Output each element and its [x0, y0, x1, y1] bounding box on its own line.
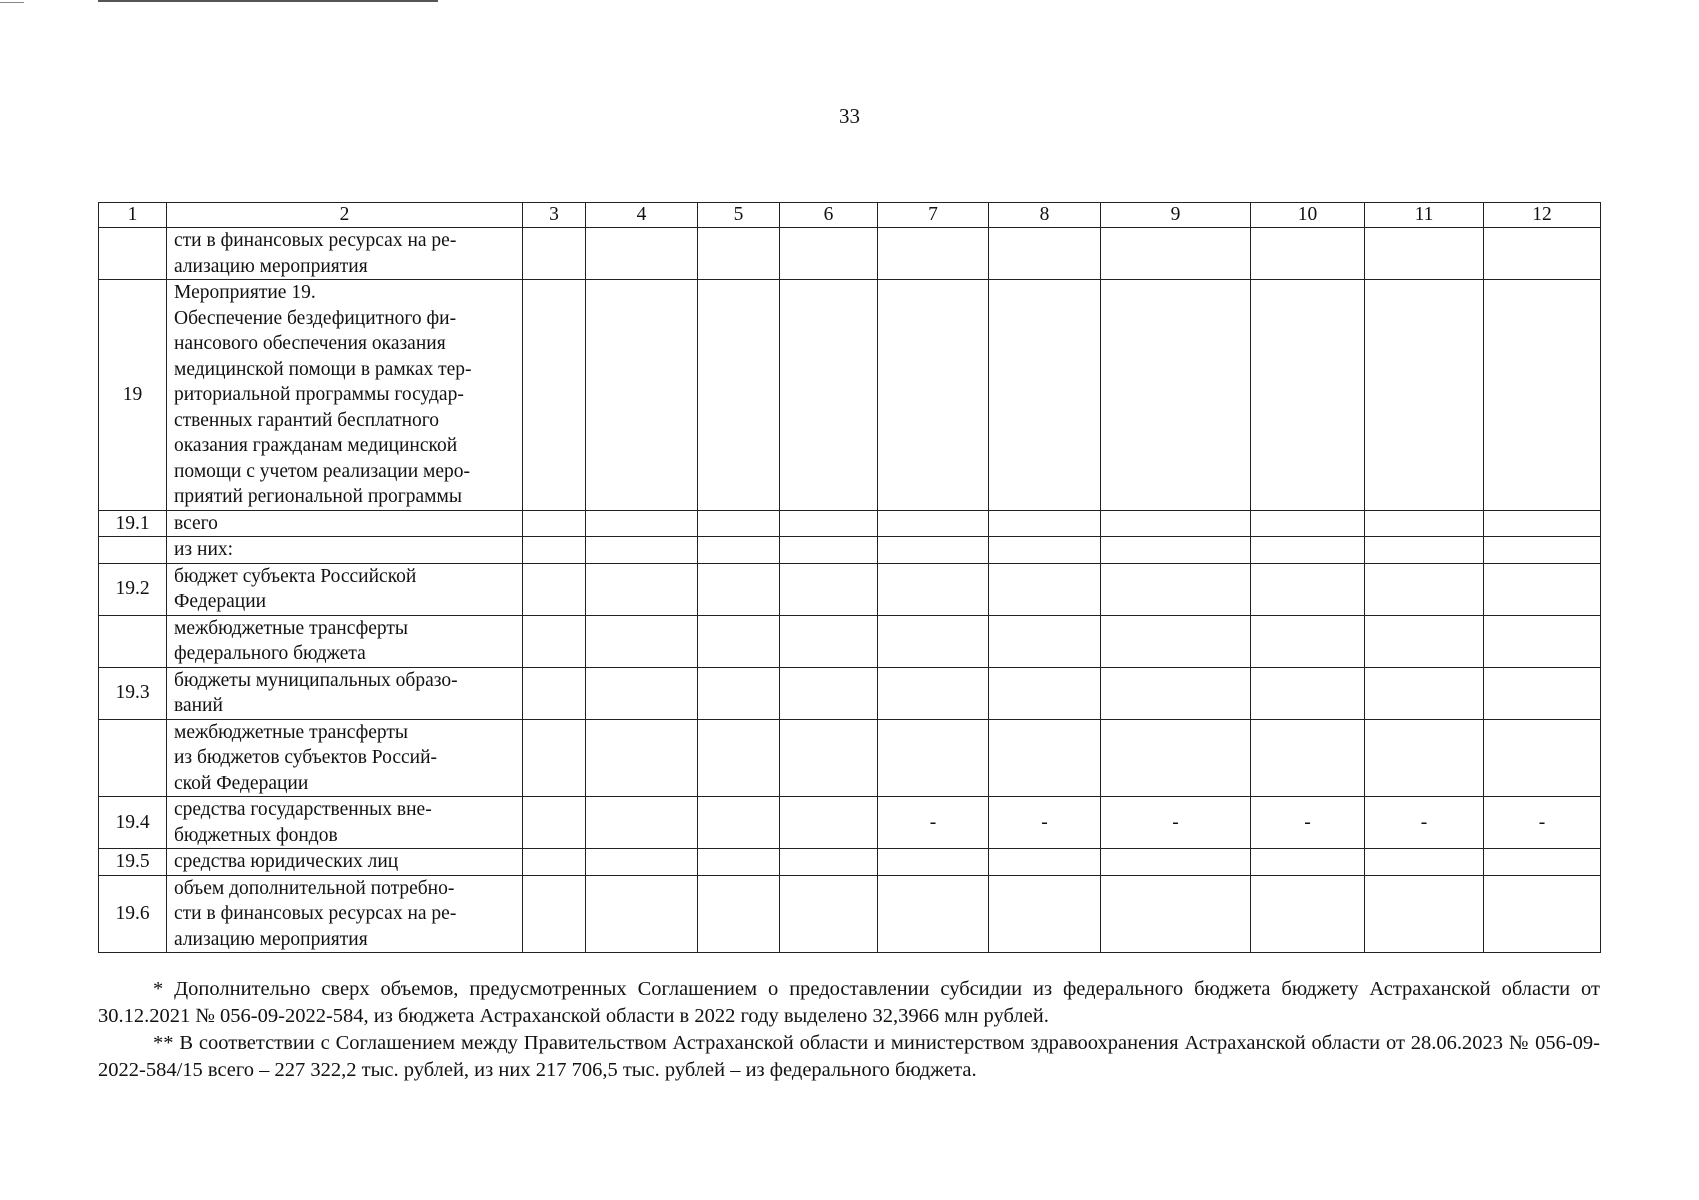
column-header-3: 3	[523, 203, 586, 228]
value-cell-col-8	[989, 280, 1101, 511]
value-cell-col-5	[698, 510, 780, 537]
value-cell-col-8	[989, 615, 1101, 667]
column-header-7: 7	[878, 203, 989, 228]
value-cell-col-12: -	[1484, 797, 1601, 849]
table-row	[99, 719, 1601, 797]
value-cell-col-12	[1484, 849, 1601, 876]
value-cell-col-12	[1484, 667, 1601, 719]
value-cell-col-11	[1365, 510, 1484, 537]
header-rule-mark	[0, 2, 24, 3]
value-cell-col-7	[878, 875, 989, 953]
value-cell-col-11	[1365, 875, 1484, 953]
row-description: бюджет субъекта Российской Федерации	[167, 563, 523, 615]
value-cell-col-5	[698, 719, 780, 797]
row-number: 19.4	[99, 797, 167, 849]
table-body	[99, 228, 1601, 953]
value-cell-col-11	[1365, 563, 1484, 615]
value-cell-col-8	[989, 228, 1101, 280]
value-cell-col-8	[989, 667, 1101, 719]
value-cell-col-7	[878, 537, 989, 564]
value-cell-col-4	[586, 563, 698, 615]
value-cell-col-6	[780, 875, 878, 953]
value-cell-col-8: -	[989, 797, 1101, 849]
value-cell-col-9	[1101, 510, 1251, 537]
column-header-2: 2	[167, 203, 523, 228]
value-cell-col-11	[1365, 849, 1484, 876]
value-cell-col-7	[878, 280, 989, 511]
value-cell-col-10: -	[1251, 797, 1365, 849]
value-cell-col-3	[523, 537, 586, 564]
value-cell-col-3	[523, 875, 586, 953]
value-cell-col-12	[1484, 228, 1601, 280]
column-header-9: 9	[1101, 203, 1251, 228]
value-cell-col-3	[523, 849, 586, 876]
table-row	[99, 849, 1601, 876]
value-cell-col-6	[780, 280, 878, 511]
value-cell-col-9	[1101, 280, 1251, 511]
value-cell-col-5	[698, 667, 780, 719]
table-row	[99, 615, 1601, 667]
row-description: всего	[167, 510, 523, 537]
value-cell-col-10	[1251, 563, 1365, 615]
row-number: 19.2	[99, 563, 167, 615]
value-cell-col-3	[523, 563, 586, 615]
value-cell-col-7	[878, 667, 989, 719]
table-row	[99, 510, 1601, 537]
value-cell-col-5	[698, 849, 780, 876]
value-cell-col-8	[989, 510, 1101, 537]
value-cell-col-7: -	[878, 797, 989, 849]
page-number: 33	[839, 104, 860, 128]
row-description: межбюджетные трансферты из бюджетов субъектов Россий- ской Федерации	[167, 719, 523, 797]
table-row	[99, 228, 1601, 280]
column-header-12: 12	[1484, 203, 1601, 228]
row-number: 19.5	[99, 849, 167, 876]
value-cell-col-8	[989, 849, 1101, 876]
row-number	[99, 719, 167, 797]
row-number: 19.3	[99, 667, 167, 719]
value-cell-col-4	[586, 510, 698, 537]
value-cell-col-4	[586, 719, 698, 797]
value-cell-col-11	[1365, 537, 1484, 564]
row-description: бюджеты муниципальных образо- ваний	[167, 667, 523, 719]
value-cell-col-9	[1101, 615, 1251, 667]
table-row	[99, 563, 1601, 615]
table-row	[99, 875, 1601, 953]
value-cell-col-11: -	[1365, 797, 1484, 849]
value-cell-col-5	[698, 563, 780, 615]
value-cell-col-3	[523, 510, 586, 537]
budget-table	[98, 202, 1601, 953]
value-cell-col-9	[1101, 667, 1251, 719]
value-cell-col-11	[1365, 280, 1484, 511]
value-cell-col-7	[878, 563, 989, 615]
value-cell-col-10	[1251, 667, 1365, 719]
value-cell-col-6	[780, 615, 878, 667]
value-cell-col-5	[698, 615, 780, 667]
column-header-11: 11	[1365, 203, 1484, 228]
table-row	[99, 280, 1601, 511]
value-cell-col-3	[523, 228, 586, 280]
value-cell-col-3	[523, 280, 586, 511]
row-number	[99, 228, 167, 280]
value-cell-col-6	[780, 510, 878, 537]
value-cell-col-6	[780, 563, 878, 615]
value-cell-col-5	[698, 797, 780, 849]
value-cell-col-10	[1251, 849, 1365, 876]
value-cell-col-8	[989, 875, 1101, 953]
value-cell-col-11	[1365, 667, 1484, 719]
column-header-4: 4	[586, 203, 698, 228]
row-number: 19.6	[99, 875, 167, 953]
value-cell-col-4	[586, 228, 698, 280]
value-cell-col-3	[523, 797, 586, 849]
value-cell-col-12	[1484, 280, 1601, 511]
column-header-5: 5	[698, 203, 780, 228]
value-cell-col-10	[1251, 280, 1365, 511]
value-cell-col-5	[698, 537, 780, 564]
value-cell-col-7	[878, 849, 989, 876]
value-cell-col-5	[698, 875, 780, 953]
footnote-1: * Дополнительно сверх объемов, предусмотренных Соглашением о предоставлении субсидии из федерального бюджета бюджету Астраханской области от 30.12.2021 № 056-09-2022-584, из бюджета Астраханской области в 2022 году выделено 32,3966 млн рублей.	[98, 978, 1600, 1027]
row-number: 19	[99, 280, 167, 511]
value-cell-col-6	[780, 797, 878, 849]
value-cell-col-9	[1101, 719, 1251, 797]
value-cell-col-4	[586, 537, 698, 564]
value-cell-col-8	[989, 719, 1101, 797]
value-cell-col-5	[698, 280, 780, 511]
table-row	[99, 537, 1601, 564]
value-cell-col-9: -	[1101, 797, 1251, 849]
row-description: объем дополнительной потребно- сти в финансовых ресурсах на ре- ализацию мероприятия	[167, 875, 523, 953]
value-cell-col-9	[1101, 537, 1251, 564]
table-row	[99, 667, 1601, 719]
value-cell-col-6	[780, 537, 878, 564]
row-number	[99, 537, 167, 564]
footnotes	[98, 976, 1600, 1084]
value-cell-col-8	[989, 563, 1101, 615]
value-cell-col-3	[523, 719, 586, 797]
header-rule	[98, 0, 438, 2]
value-cell-col-9	[1101, 228, 1251, 280]
value-cell-col-4	[586, 615, 698, 667]
value-cell-col-11	[1365, 615, 1484, 667]
value-cell-col-12	[1484, 615, 1601, 667]
row-description: Мероприятие 19. Обеспечение бездефицитного фи- нансового обеспечения оказания медицинской помощи в рамках тер- риториальной программы государ- ственных гарантий бесплатного оказания гражданам медицинской помощи с учетом реализации меро- приятий региональной программы	[167, 280, 523, 511]
value-cell-col-12	[1484, 510, 1601, 537]
table-row	[99, 797, 1601, 849]
value-cell-col-6	[780, 667, 878, 719]
value-cell-col-4	[586, 667, 698, 719]
value-cell-col-10	[1251, 510, 1365, 537]
value-cell-col-10	[1251, 719, 1365, 797]
column-header-6: 6	[780, 203, 878, 228]
value-cell-col-4	[586, 797, 698, 849]
row-description: межбюджетные трансферты федерального бюджета	[167, 615, 523, 667]
column-header-10: 10	[1251, 203, 1365, 228]
row-description: из них:	[167, 537, 523, 564]
value-cell-col-3	[523, 615, 586, 667]
value-cell-col-7	[878, 615, 989, 667]
value-cell-col-4	[586, 875, 698, 953]
value-cell-col-12	[1484, 563, 1601, 615]
footnote-2: ** В соответствии с Соглашением между Правительством Астраханской области и министерством здравоохранения Астраханской области от 28.06.2023 № 056-09-2022-584/15 всего – 227 322,2 тыс. рублей, из них 217 706,5 тыс. рублей – из федерального бюджета.	[98, 1032, 1600, 1081]
value-cell-col-4	[586, 280, 698, 511]
value-cell-col-12	[1484, 719, 1601, 797]
value-cell-col-9	[1101, 849, 1251, 876]
row-number	[99, 615, 167, 667]
row-description: средства государственных вне- бюджетных фондов	[167, 797, 523, 849]
value-cell-col-10	[1251, 228, 1365, 280]
value-cell-col-10	[1251, 615, 1365, 667]
value-cell-col-4	[586, 849, 698, 876]
value-cell-col-6	[780, 849, 878, 876]
value-cell-col-6	[780, 719, 878, 797]
value-cell-col-12	[1484, 537, 1601, 564]
value-cell-col-12	[1484, 875, 1601, 953]
column-header-8: 8	[989, 203, 1101, 228]
value-cell-col-9	[1101, 563, 1251, 615]
value-cell-col-8	[989, 537, 1101, 564]
value-cell-col-7	[878, 510, 989, 537]
row-number: 19.1	[99, 510, 167, 537]
row-description: средства юридических лиц	[167, 849, 523, 876]
value-cell-col-7	[878, 719, 989, 797]
value-cell-col-10	[1251, 537, 1365, 564]
value-cell-col-5	[698, 228, 780, 280]
value-cell-col-11	[1365, 228, 1484, 280]
value-cell-col-10	[1251, 875, 1365, 953]
column-header-1: 1	[99, 203, 167, 228]
value-cell-col-6	[780, 228, 878, 280]
column-number-row	[99, 203, 1601, 228]
value-cell-col-7	[878, 228, 989, 280]
value-cell-col-9	[1101, 875, 1251, 953]
row-description: сти в финансовых ресурсах на ре- ализацию мероприятия	[167, 228, 523, 280]
value-cell-col-3	[523, 667, 586, 719]
value-cell-col-11	[1365, 719, 1484, 797]
